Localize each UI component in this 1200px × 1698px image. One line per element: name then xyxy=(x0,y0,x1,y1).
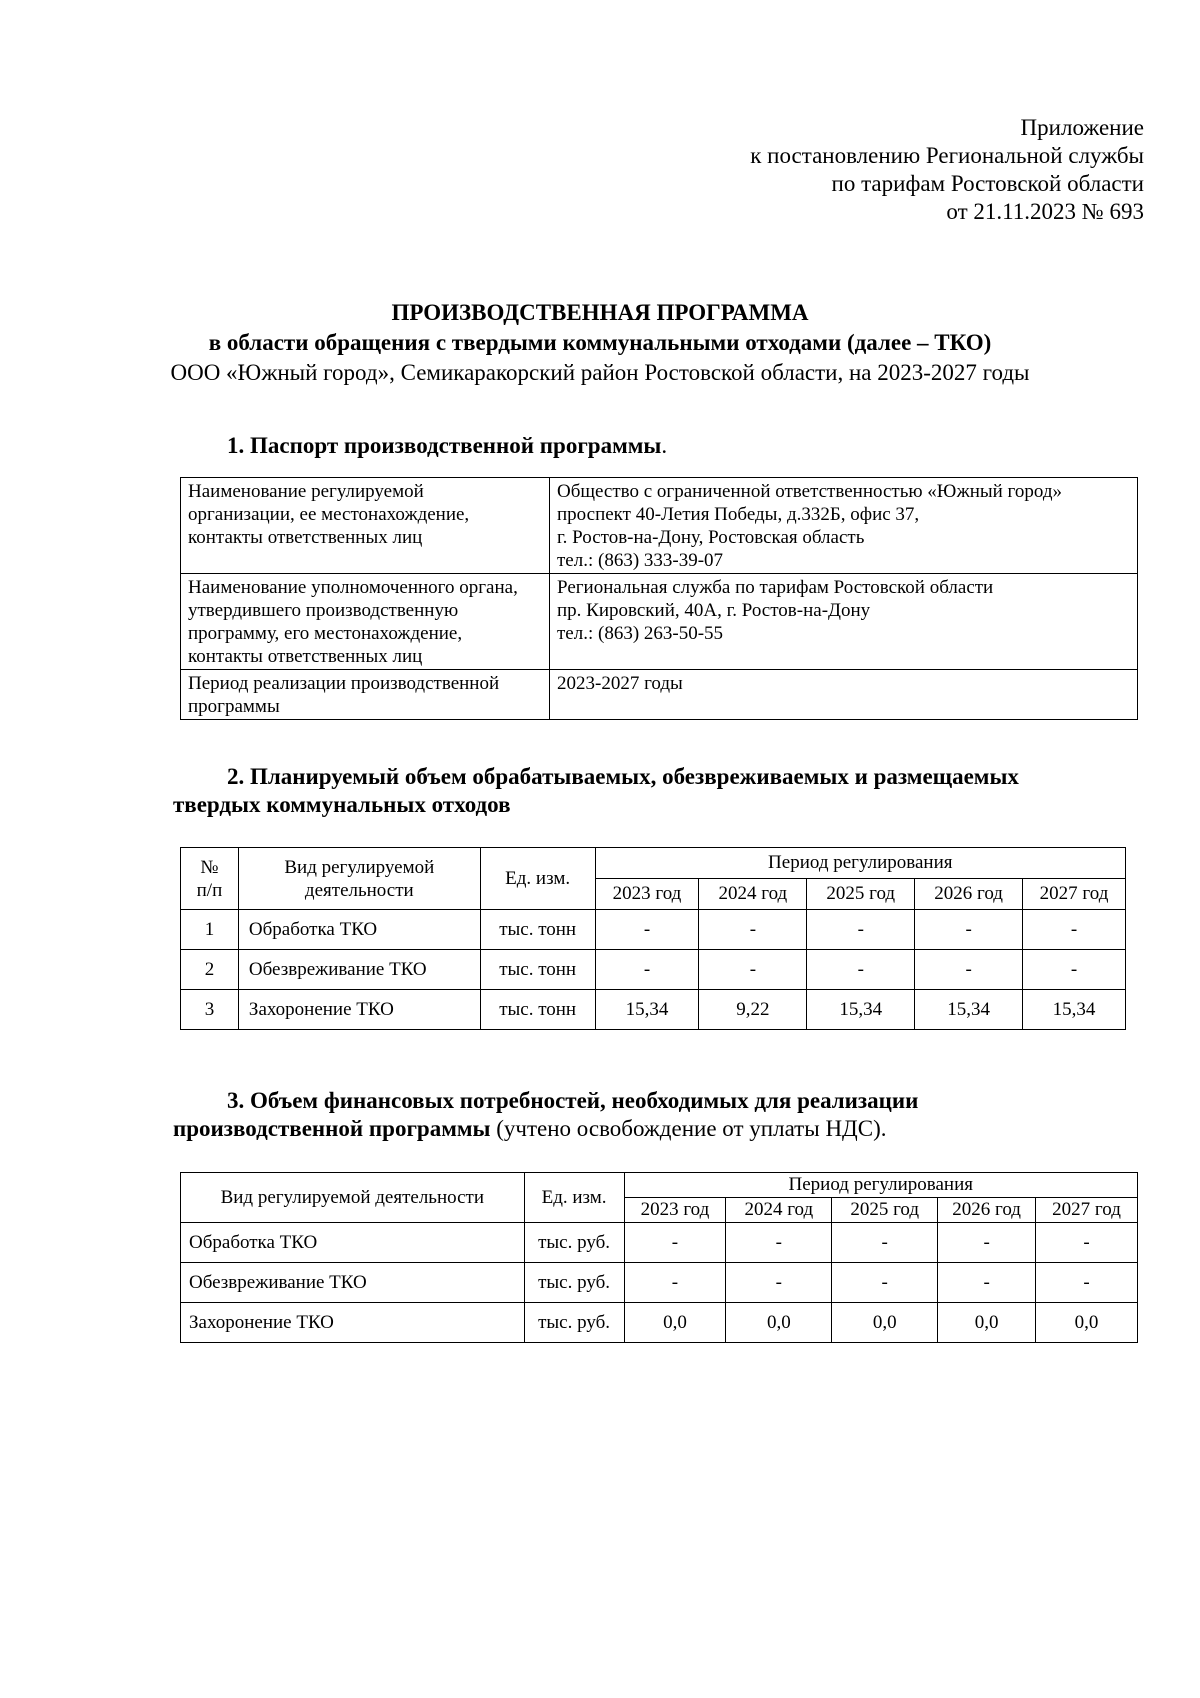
row-activity: Обезвреживание ТКО xyxy=(181,1263,525,1303)
header-cell-unit: Ед. изм. xyxy=(480,848,595,910)
section2-heading-line2: твердых коммунальных отходов xyxy=(173,792,511,817)
cell-line: программы xyxy=(188,696,280,717)
section2-heading-line1: 2. Планируемый объем обрабатываемых, обезвреживаемых и размещаемых xyxy=(227,764,1019,789)
header-cell-activity: Вид регулируемой деятельности xyxy=(181,1173,525,1223)
row-value: - xyxy=(699,950,807,990)
section3-heading-line2-bold: производственной программы xyxy=(173,1116,491,1141)
section2-heading xyxy=(173,763,1140,819)
header-text: деятельности xyxy=(304,879,414,901)
section1-heading-tail: . xyxy=(661,433,668,458)
row-value: 0,0 xyxy=(726,1303,832,1343)
row-value: 9,22 xyxy=(699,990,807,1030)
passport-table xyxy=(180,477,1138,720)
cell-line: пр. Кировский, 40А, г. Ростов-на-Дону xyxy=(557,600,871,621)
header-cell-period: Период регулирования xyxy=(624,1173,1137,1198)
row-value: 15,34 xyxy=(595,990,699,1030)
header-cell-year: 2025 год xyxy=(807,879,915,910)
row-unit: тыс. тонн xyxy=(480,990,595,1030)
row-value: 15,34 xyxy=(1023,990,1126,1030)
appendix-line: от 21.11.2023 № 693 xyxy=(946,199,1144,224)
table-row xyxy=(181,910,1126,950)
row-value: - xyxy=(699,910,807,950)
header-cell-year: 2026 год xyxy=(915,879,1023,910)
cell-line: Наименование регулируемой xyxy=(188,481,424,502)
cell-line: Региональная служба по тарифам Ростовской области xyxy=(557,577,994,598)
row-value: - xyxy=(915,950,1023,990)
row-value: - xyxy=(938,1263,1036,1303)
table-row xyxy=(181,990,1126,1030)
table-row xyxy=(181,670,1138,720)
table-cell xyxy=(181,670,550,720)
row-value: - xyxy=(807,910,915,950)
finance-table xyxy=(180,1172,1138,1343)
section3-heading-line1: 3. Объем финансовых потребностей, необходимых для реализации xyxy=(227,1088,919,1113)
row-value: - xyxy=(1036,1263,1138,1303)
table-cell xyxy=(181,574,550,670)
cell-line: Период реализации производственной xyxy=(188,673,500,694)
document-title: ПРОИЗВОДСТВЕННАЯ ПРОГРАММА xyxy=(391,300,809,325)
table-row xyxy=(181,478,1138,574)
appendix-block xyxy=(750,114,1144,226)
header-text: Вид регулируемой xyxy=(284,856,435,878)
cell-line: утвердившего производственную xyxy=(188,600,459,621)
row-num: 3 xyxy=(181,990,239,1030)
row-unit: тыс. тонн xyxy=(480,950,595,990)
row-num: 2 xyxy=(181,950,239,990)
row-unit: тыс. тонн xyxy=(480,910,595,950)
header-text: п/п xyxy=(196,879,223,901)
cell-line: Наименование уполномоченного органа, xyxy=(188,577,518,598)
table-row xyxy=(181,950,1126,990)
row-unit: тыс. руб. xyxy=(524,1223,624,1263)
table-cell xyxy=(550,670,1138,720)
row-activity: Обработка ТКО xyxy=(238,910,480,950)
table-header-row xyxy=(181,1173,1138,1198)
section3-heading-line2-rest: (учтено освобождение от уплаты НДС). xyxy=(490,1116,887,1141)
section1-heading-text: 1. Паспорт производственной программы xyxy=(227,433,662,458)
row-value: - xyxy=(1023,910,1126,950)
appendix-line: по тарифам Ростовской области xyxy=(831,171,1144,196)
row-value: 0,0 xyxy=(938,1303,1036,1343)
title-block xyxy=(0,298,1200,388)
cell-line: тел.: (863) 333-39-07 xyxy=(557,550,724,571)
header-cell-year: 2023 год xyxy=(624,1198,726,1223)
row-value: - xyxy=(595,910,699,950)
appendix-line: Приложение xyxy=(1020,115,1144,140)
row-value: 15,34 xyxy=(807,990,915,1030)
row-value: - xyxy=(938,1223,1036,1263)
cell-line: проспект 40-Летия Победы, д.332Б, офис 37, xyxy=(557,504,920,525)
table-cell xyxy=(181,478,550,574)
row-value: 15,34 xyxy=(915,990,1023,1030)
row-value: - xyxy=(726,1263,832,1303)
row-unit: тыс. руб. xyxy=(524,1303,624,1343)
cell-line: контакты ответственных лиц xyxy=(188,527,423,548)
appendix-line: к постановлению Региональной службы xyxy=(750,143,1144,168)
table-row xyxy=(181,1303,1138,1343)
table-header-row xyxy=(181,848,1126,879)
row-activity: Обезвреживание ТКО xyxy=(238,950,480,990)
table-cell xyxy=(550,478,1138,574)
header-cell-year: 2027 год xyxy=(1023,879,1126,910)
row-value: - xyxy=(832,1223,938,1263)
row-value: 0,0 xyxy=(832,1303,938,1343)
header-cell-year: 2024 год xyxy=(726,1198,832,1223)
cell-line: тел.: (863) 263-50-55 xyxy=(557,623,724,644)
cell-line: организации, ее местонахождение, xyxy=(188,504,470,525)
row-activity: Обработка ТКО xyxy=(181,1223,525,1263)
volume-table xyxy=(180,847,1126,1030)
header-cell-unit: Ед. изм. xyxy=(524,1173,624,1223)
cell-line: г. Ростов-на-Дону, Ростовская область xyxy=(557,527,865,548)
row-value: - xyxy=(832,1263,938,1303)
header-cell-year: 2027 год xyxy=(1036,1198,1138,1223)
header-cell-year: 2024 год xyxy=(699,879,807,910)
row-value: 0,0 xyxy=(624,1303,726,1343)
row-activity: Захоронение ТКО xyxy=(181,1303,525,1343)
header-cell-year: 2023 год xyxy=(595,879,699,910)
document-organization: ООО «Южный город», Семикаракорский район Ростовской области, на 2023-2027 годы xyxy=(170,360,1030,385)
header-cell-year: 2025 год xyxy=(832,1198,938,1223)
section3-heading xyxy=(173,1087,1140,1143)
row-value: - xyxy=(807,950,915,990)
cell-line: контакты ответственных лиц xyxy=(188,646,423,667)
row-value: - xyxy=(624,1263,726,1303)
table-row xyxy=(181,1263,1138,1303)
row-num: 1 xyxy=(181,910,239,950)
row-value: - xyxy=(1036,1223,1138,1263)
row-value: - xyxy=(915,910,1023,950)
row-activity: Захоронение ТКО xyxy=(238,990,480,1030)
header-cell-num xyxy=(181,848,239,910)
row-unit: тыс. руб. xyxy=(524,1263,624,1303)
row-value: - xyxy=(595,950,699,990)
header-cell-activity xyxy=(238,848,480,910)
row-value: - xyxy=(726,1223,832,1263)
cell-line: 2023-2027 годы xyxy=(557,673,683,694)
header-cell-period: Период регулирования xyxy=(595,848,1125,879)
cell-line: программу, его местонахождение, xyxy=(188,623,463,644)
row-value: - xyxy=(624,1223,726,1263)
section1-heading xyxy=(227,432,667,460)
cell-line: Общество с ограниченной ответственностью «Южный город» xyxy=(557,481,1062,502)
header-cell-year: 2026 год xyxy=(938,1198,1036,1223)
document-subtitle: в области обращения с твердыми коммунальными отходами (далее – ТКО) xyxy=(208,330,992,355)
table-row xyxy=(181,574,1138,670)
row-value: 0,0 xyxy=(1036,1303,1138,1343)
row-value: - xyxy=(1023,950,1126,990)
table-row xyxy=(181,1223,1138,1263)
header-text: № xyxy=(200,856,219,878)
table-cell xyxy=(550,574,1138,670)
